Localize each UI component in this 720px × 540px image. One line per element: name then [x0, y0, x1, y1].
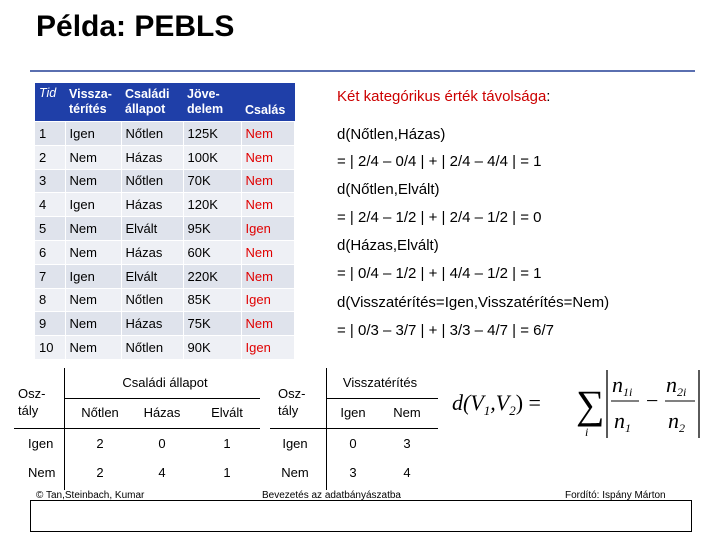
distance-heading-colon: :: [546, 88, 551, 105]
marital-class-label: Osz- tály: [18, 386, 46, 418]
table-cell: 3: [35, 169, 65, 193]
formula-n1: n1: [614, 408, 631, 435]
table-cell: 5: [35, 217, 65, 241]
marital-cell: 1: [223, 436, 231, 451]
formula-lhs: $d(V_1,V_2)$ =: [452, 390, 541, 418]
marital-group-label: Családi állapot: [122, 375, 208, 390]
refund-divider: [326, 368, 327, 490]
formula-sum-index: i: [585, 425, 589, 439]
distance-line: d(Visszatérítés=Igen,Visszatérítés=Nem): [337, 294, 610, 311]
table-cell: Nem: [65, 217, 121, 241]
table-cell: Igen: [241, 217, 295, 241]
marital-divider: [14, 428, 260, 429]
table-cell: 60K: [183, 240, 241, 264]
distance-line: d(Nőtlen,Elvált): [337, 181, 440, 198]
table-cell: Nőtlen: [121, 336, 183, 359]
marital-cell: 4: [158, 465, 166, 480]
table-cell: Igen: [65, 193, 121, 217]
table-row: [35, 217, 295, 241]
table-cell: 7: [35, 264, 65, 288]
table-cell: Igen: [65, 122, 121, 146]
title-divider: [30, 70, 695, 72]
table-cell: Nem: [65, 336, 121, 359]
table-cell: Nem: [65, 240, 121, 264]
table-cell: Nőtlen: [121, 122, 183, 146]
refund-cell: 3: [403, 436, 411, 451]
marital-divider: [64, 368, 65, 490]
table-cell: 95K: [183, 217, 241, 241]
table-cell: Nem: [65, 288, 121, 312]
marital-cell: 1: [223, 465, 231, 480]
table-cell: 85K: [183, 288, 241, 312]
table-row: [35, 145, 295, 169]
marital-cell: 2: [96, 436, 104, 451]
table-row: [35, 169, 295, 193]
table-cell: Nem: [241, 193, 295, 217]
refund-divider: [270, 428, 438, 429]
header-refund: Vissza- térítés: [65, 83, 121, 122]
header-cheat: Csalás: [241, 83, 295, 122]
refund-group-label: Visszatérítés: [342, 375, 418, 390]
table-row: [35, 193, 295, 217]
table-cell: 10: [35, 336, 65, 359]
refund-col-header: Igen: [340, 405, 366, 420]
refund-divider: [326, 398, 438, 399]
table-cell: Nőtlen: [121, 169, 183, 193]
header-tid: Tid: [35, 83, 65, 122]
footer-course: Bevezetés az adatbányászatba: [262, 490, 401, 501]
table-cell: Nem: [241, 312, 295, 336]
table-row: [35, 240, 295, 264]
distance-formula: [452, 366, 702, 442]
distance-line: = | 0/4 – 1/2 | + | 4/4 – 1/2 | = 1: [337, 265, 542, 282]
footer-copyright: © Tan,Steinbach, Kumar: [36, 490, 145, 501]
distance-line: = | 0/3 – 3/7 | + | 3/3 – 4/7 | = 6/7: [337, 322, 554, 339]
marital-row-label: Nem: [28, 465, 56, 480]
table-cell: 9: [35, 312, 65, 336]
table-cell: 4: [35, 193, 65, 217]
table-cell: 90K: [183, 336, 241, 359]
table-row: [35, 122, 295, 146]
table-cell: Nem: [241, 169, 295, 193]
table-row: [35, 336, 295, 359]
table-cell: Igen: [241, 288, 295, 312]
refund-class-label: Osz- tály: [278, 386, 306, 418]
table-cell: Házas: [121, 240, 183, 264]
table-cell: Nőtlen: [121, 288, 183, 312]
refund-row-label: Igen: [282, 436, 308, 451]
table-cell: Házas: [121, 193, 183, 217]
table-row: [35, 312, 295, 336]
marital-cell: 0: [158, 436, 166, 451]
table-row: [35, 264, 295, 288]
table-cell: 220K: [183, 264, 241, 288]
table-cell: Házas: [121, 312, 183, 336]
table-cell: 6: [35, 240, 65, 264]
table-cell: Nem: [241, 145, 295, 169]
table-cell: Nem: [65, 145, 121, 169]
marital-row-label: Igen: [28, 436, 54, 451]
formula-sigma: ∑: [576, 382, 605, 427]
distance-line: d(Házas,Elvált): [337, 237, 439, 254]
table-cell: Igen: [241, 336, 295, 359]
table-cell: Nem: [65, 169, 121, 193]
formula-minus: −: [646, 388, 659, 413]
table-cell: 8: [35, 288, 65, 312]
table-cell: 75K: [183, 312, 241, 336]
refund-row-label: Nem: [281, 465, 309, 480]
marital-divider: [64, 398, 260, 399]
footer-translator: Fordító: Ispány Márton: [565, 490, 666, 501]
distance-heading: [337, 88, 550, 105]
footer-box: [30, 500, 692, 532]
table-row: [35, 288, 295, 312]
slide-title: Példa: PEBLS: [36, 10, 235, 43]
distance-heading-text: Két kategórikus érték távolsága: [337, 88, 547, 105]
table-cell: Igen: [65, 264, 121, 288]
marital-cell: 2: [96, 465, 104, 480]
table-cell: 1: [35, 122, 65, 146]
table-cell: Nem: [241, 240, 295, 264]
refund-col-header: Nem: [393, 405, 421, 420]
marital-col-header: Elvált: [211, 405, 243, 420]
table-cell: Házas: [121, 145, 183, 169]
refund-cell: 3: [349, 465, 357, 480]
header-marital-status: Családi állapot: [121, 83, 183, 122]
table-cell: Elvált: [121, 217, 183, 241]
table-cell: 100K: [183, 145, 241, 169]
marital-col-header: Nőtlen: [81, 405, 119, 420]
formula-n2: n2: [668, 408, 685, 435]
marital-col-header: Házas: [143, 405, 181, 420]
table-cell: Nem: [241, 122, 295, 146]
table-cell: Elvált: [121, 264, 183, 288]
distance-line: = | 2/4 – 1/2 | + | 2/4 – 1/2 | = 0: [337, 209, 542, 226]
table-cell: Nem: [241, 264, 295, 288]
table-cell: 120K: [183, 193, 241, 217]
formula-n1i: n1i: [612, 372, 633, 399]
refund-cell: 4: [403, 465, 411, 480]
distance-line: d(Nőtlen,Házas): [337, 126, 446, 143]
data-table: [35, 83, 295, 359]
table-cell: 2: [35, 145, 65, 169]
formula-n2i: n2i: [666, 372, 687, 399]
table-cell: 125K: [183, 122, 241, 146]
header-income: Jöve- delem: [183, 83, 241, 122]
refund-cell: 0: [349, 436, 357, 451]
table-cell: Nem: [65, 312, 121, 336]
table-cell: 70K: [183, 169, 241, 193]
distance-line: = | 2/4 – 0/4 | + | 2/4 – 4/4 | = 1: [337, 153, 542, 170]
